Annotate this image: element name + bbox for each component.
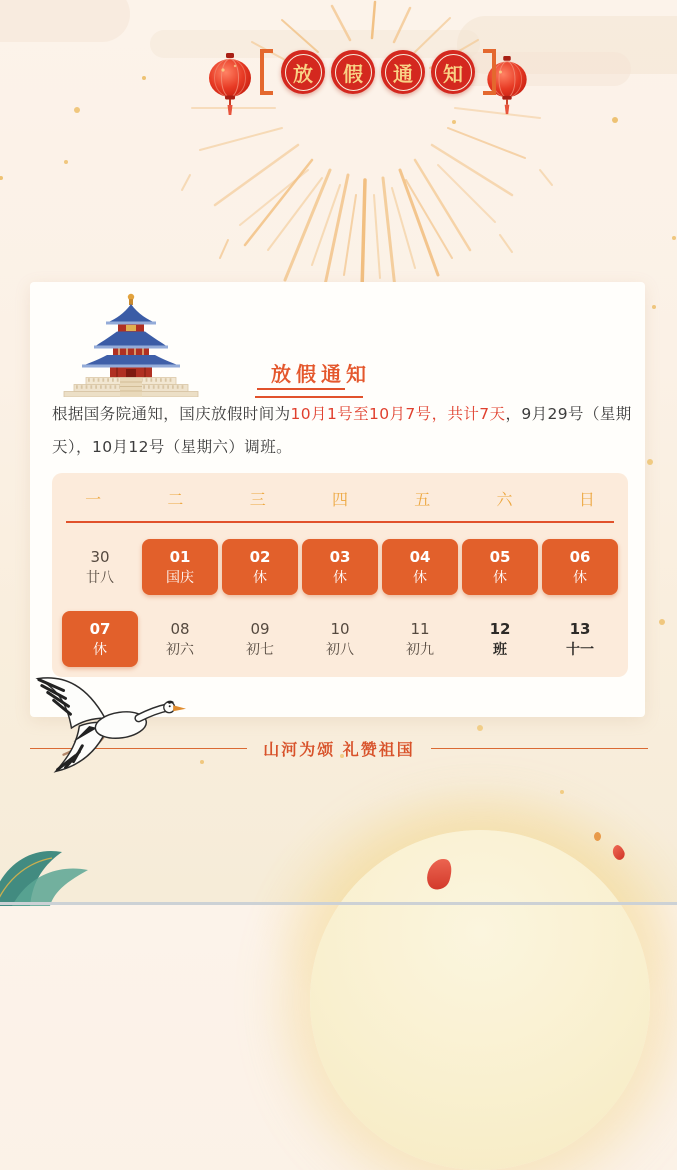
- day-number: 04: [409, 547, 431, 566]
- day-label: 班: [493, 641, 507, 658]
- holiday-badge-char: 知: [435, 54, 472, 91]
- day-label: 初六: [166, 641, 194, 658]
- day-label: 休: [93, 641, 107, 658]
- weekday-label: 四: [331, 490, 348, 509]
- calendar-day-cell: [142, 611, 218, 667]
- notice-text-post: ，9月29号（星期天），10月12号（星期六）调班。: [52, 405, 632, 456]
- day-number: 11: [410, 619, 430, 638]
- day-label: 休: [493, 569, 507, 586]
- title-underline: [257, 388, 345, 390]
- calendar-row-1: [52, 611, 628, 667]
- calendar-weekday-row: [52, 473, 628, 510]
- day-number: 09: [250, 619, 270, 638]
- holiday-badge-char: 放: [285, 54, 322, 91]
- calendar-day-cell: [62, 611, 138, 667]
- weekday-label: 日: [578, 490, 595, 509]
- day-number: 02: [249, 547, 271, 566]
- gold-sparkles-decor: [0, 0, 4, 4]
- day-label: 休: [413, 569, 427, 586]
- petal-icon: [594, 832, 601, 841]
- day-number: 01: [169, 547, 191, 566]
- crane-icon: [28, 668, 186, 790]
- card-title: 放假通知: [271, 362, 371, 386]
- calendar-day-cell: [222, 611, 298, 667]
- calendar-day-cell: [462, 539, 538, 595]
- weekday-label: 二: [167, 490, 184, 509]
- notice-text-highlight: 10月1号至10月7号，共计7天: [290, 405, 506, 423]
- holiday-badge: [331, 50, 375, 94]
- weekday-label: 六: [496, 490, 513, 509]
- day-number: 30: [90, 547, 110, 566]
- day-number: 13: [569, 619, 591, 638]
- calendar-row-0: [52, 539, 628, 595]
- day-label: 休: [573, 569, 587, 586]
- header-badges: [281, 50, 475, 94]
- day-label: 初八: [326, 641, 354, 658]
- calendar-day-cell: [142, 539, 218, 595]
- day-label: 初九: [406, 641, 434, 658]
- notice-body-text: [52, 398, 632, 464]
- notice-card: [30, 282, 645, 717]
- holiday-badge-char: 假: [335, 54, 372, 91]
- day-label: 十一: [566, 641, 594, 658]
- header-title-group: [260, 49, 496, 95]
- fireworks-icon: [0, 0, 677, 300]
- day-label: 初七: [246, 641, 274, 658]
- bracket-right-icon: [483, 49, 496, 95]
- temple-of-heaven-icon: [56, 292, 206, 397]
- weekday-label: 三: [249, 490, 266, 509]
- holiday-badge-char: 通: [385, 54, 422, 91]
- slogan-line-right: [431, 748, 648, 749]
- calendar-day-cell: [222, 539, 298, 595]
- calendar-day-cell: [302, 539, 378, 595]
- day-number: 03: [329, 547, 351, 566]
- day-number: 06: [569, 547, 591, 566]
- day-label: 休: [253, 569, 267, 586]
- calendar-day-cell: [62, 539, 138, 595]
- calendar-divider: [66, 521, 614, 523]
- holiday-badge: [281, 50, 325, 94]
- moon-icon: [310, 830, 650, 1170]
- lantern-icon: [206, 53, 254, 117]
- weekday-label: 一: [85, 490, 102, 509]
- day-number: 08: [170, 619, 190, 638]
- day-label: 休: [333, 569, 347, 586]
- day-number: 05: [489, 547, 511, 566]
- calendar-day-cell: [382, 611, 458, 667]
- holiday-calendar: [52, 473, 628, 677]
- calendar-day-cell: [302, 611, 378, 667]
- calendar-day-cell: [542, 611, 618, 667]
- day-label: 廿八: [86, 569, 114, 586]
- holiday-badge: [431, 50, 475, 94]
- weekday-label: 五: [414, 490, 431, 509]
- day-label: 国庆: [166, 569, 194, 586]
- notice-text-pre: 根据国务院通知，国庆放假时间为: [52, 405, 291, 423]
- holiday-badge: [381, 50, 425, 94]
- day-number: 12: [489, 619, 511, 638]
- bracket-left-icon: [260, 49, 273, 95]
- footer-slogan: 山河为颂 礼赞祖国: [263, 740, 415, 759]
- calendar-day-cell: [462, 611, 538, 667]
- day-number: 10: [330, 619, 350, 638]
- calendar-day-cell: [542, 539, 618, 595]
- day-number: 07: [89, 619, 111, 638]
- leaves-icon: [0, 836, 120, 906]
- calendar-day-cell: [382, 539, 458, 595]
